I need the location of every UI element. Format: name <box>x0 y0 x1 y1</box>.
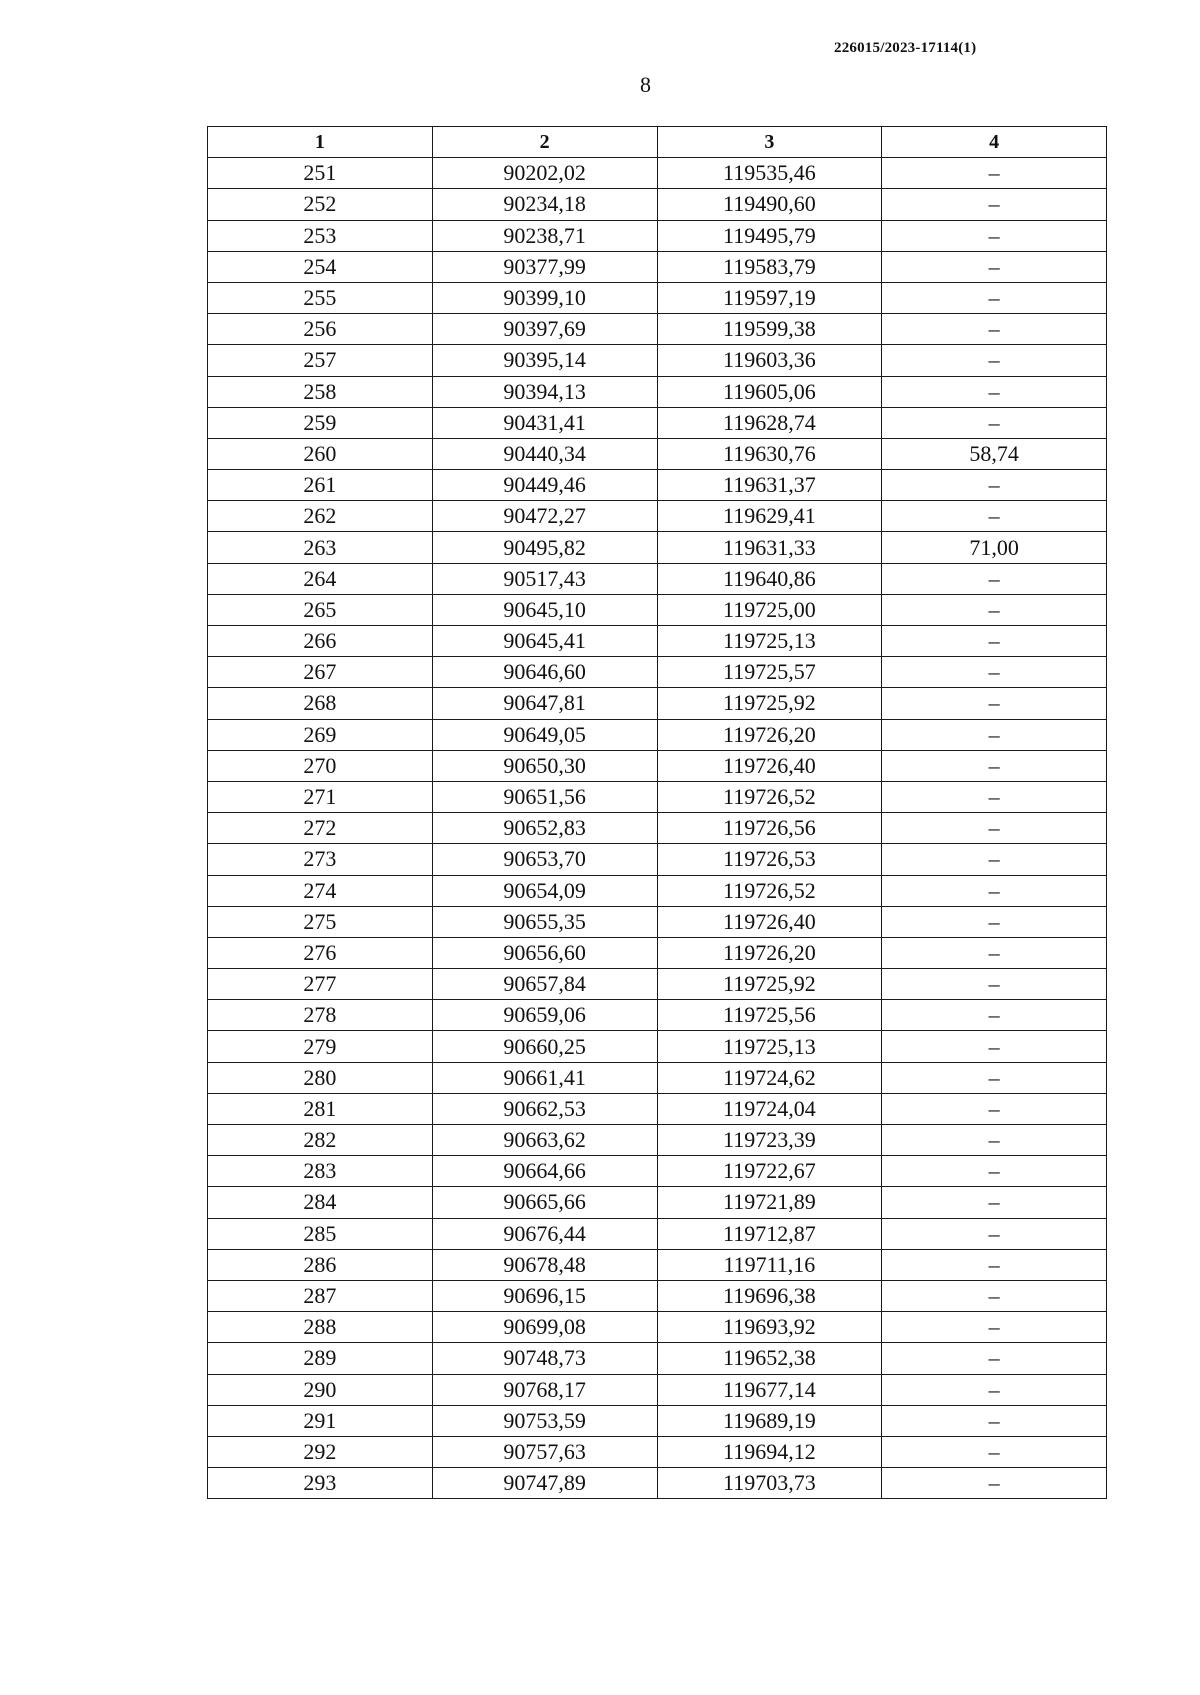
column-header-2: 2 <box>432 127 657 158</box>
point-number-cell: 255 <box>208 282 433 313</box>
table-row <box>208 781 1107 812</box>
x-coordinate-cell: 90472,27 <box>432 501 657 532</box>
x-coordinate-cell: 90696,15 <box>432 1280 657 1311</box>
point-number-cell: 253 <box>208 220 433 251</box>
value-cell: – <box>882 906 1107 937</box>
table-header <box>208 127 1107 158</box>
value-cell: – <box>882 1374 1107 1405</box>
value-cell: – <box>882 781 1107 812</box>
x-coordinate-cell: 90517,43 <box>432 563 657 594</box>
y-coordinate-cell: 119694,12 <box>657 1436 882 1467</box>
column-header-1: 1 <box>208 127 433 158</box>
point-number-cell: 290 <box>208 1374 433 1405</box>
point-number-cell: 277 <box>208 969 433 1000</box>
y-coordinate-cell: 119725,13 <box>657 1031 882 1062</box>
table-row <box>208 563 1107 594</box>
point-number-cell: 289 <box>208 1343 433 1374</box>
value-cell: – <box>882 1125 1107 1156</box>
y-coordinate-cell: 119721,89 <box>657 1187 882 1218</box>
x-coordinate-cell: 90377,99 <box>432 251 657 282</box>
value-cell: – <box>882 470 1107 501</box>
y-coordinate-cell: 119725,13 <box>657 626 882 657</box>
point-number-cell: 256 <box>208 314 433 345</box>
x-coordinate-cell: 90647,81 <box>432 688 657 719</box>
y-coordinate-cell: 119726,53 <box>657 844 882 875</box>
x-coordinate-cell: 90768,17 <box>432 1374 657 1405</box>
value-cell: – <box>882 1156 1107 1187</box>
point-number-cell: 281 <box>208 1093 433 1124</box>
coordinates-table <box>207 126 1107 1499</box>
y-coordinate-cell: 119725,56 <box>657 1000 882 1031</box>
point-number-cell: 271 <box>208 781 433 812</box>
y-coordinate-cell: 119725,92 <box>657 688 882 719</box>
y-coordinate-cell: 119703,73 <box>657 1468 882 1499</box>
value-cell: – <box>882 688 1107 719</box>
table-row <box>208 1249 1107 1280</box>
value-cell: – <box>882 563 1107 594</box>
table-row <box>208 906 1107 937</box>
point-number-cell: 264 <box>208 563 433 594</box>
value-cell: – <box>882 937 1107 968</box>
table-row <box>208 376 1107 407</box>
table-row <box>208 844 1107 875</box>
table-row <box>208 1312 1107 1343</box>
y-coordinate-cell: 119490,60 <box>657 189 882 220</box>
value-cell: – <box>882 1187 1107 1218</box>
value-cell: – <box>882 875 1107 906</box>
table-row <box>208 657 1107 688</box>
table-row <box>208 1405 1107 1436</box>
table-row <box>208 1187 1107 1218</box>
value-cell: – <box>882 282 1107 313</box>
value-cell: – <box>882 657 1107 688</box>
x-coordinate-cell: 90678,48 <box>432 1249 657 1280</box>
value-cell: – <box>882 407 1107 438</box>
x-coordinate-cell: 90652,83 <box>432 813 657 844</box>
table-row <box>208 189 1107 220</box>
x-coordinate-cell: 90651,56 <box>432 781 657 812</box>
point-number-cell: 291 <box>208 1405 433 1436</box>
point-number-cell: 273 <box>208 844 433 875</box>
value-cell: – <box>882 251 1107 282</box>
x-coordinate-cell: 90699,08 <box>432 1312 657 1343</box>
point-number-cell: 275 <box>208 906 433 937</box>
value-cell: – <box>882 750 1107 781</box>
x-coordinate-cell: 90747,89 <box>432 1468 657 1499</box>
y-coordinate-cell: 119711,16 <box>657 1249 882 1280</box>
x-coordinate-cell: 90659,06 <box>432 1000 657 1031</box>
x-coordinate-cell: 90449,46 <box>432 470 657 501</box>
table-row <box>208 937 1107 968</box>
point-number-cell: 274 <box>208 875 433 906</box>
table-row <box>208 1343 1107 1374</box>
value-cell: – <box>882 1249 1107 1280</box>
value-cell: – <box>882 594 1107 625</box>
value-cell: – <box>882 1312 1107 1343</box>
x-coordinate-cell: 90657,84 <box>432 969 657 1000</box>
y-coordinate-cell: 119726,20 <box>657 937 882 968</box>
document-number: 226015/2023-17114(1) <box>834 40 977 56</box>
x-coordinate-cell: 90664,66 <box>432 1156 657 1187</box>
y-coordinate-cell: 119726,40 <box>657 906 882 937</box>
point-number-cell: 279 <box>208 1031 433 1062</box>
x-coordinate-cell: 90676,44 <box>432 1218 657 1249</box>
x-coordinate-cell: 90753,59 <box>432 1405 657 1436</box>
x-coordinate-cell: 90646,60 <box>432 657 657 688</box>
x-coordinate-cell: 90495,82 <box>432 532 657 563</box>
table-row <box>208 875 1107 906</box>
table-row <box>208 1436 1107 1467</box>
point-number-cell: 262 <box>208 501 433 532</box>
table-row <box>208 1218 1107 1249</box>
table-row <box>208 1125 1107 1156</box>
point-number-cell: 269 <box>208 719 433 750</box>
table-row <box>208 220 1107 251</box>
table-row <box>208 532 1107 563</box>
x-coordinate-cell: 90649,05 <box>432 719 657 750</box>
y-coordinate-cell: 119725,57 <box>657 657 882 688</box>
value-cell: – <box>882 1218 1107 1249</box>
table-body <box>208 158 1107 1499</box>
value-cell: – <box>882 1031 1107 1062</box>
x-coordinate-cell: 90665,66 <box>432 1187 657 1218</box>
point-number-cell: 263 <box>208 532 433 563</box>
y-coordinate-cell: 119629,41 <box>657 501 882 532</box>
table-row <box>208 345 1107 376</box>
y-coordinate-cell: 119640,86 <box>657 563 882 594</box>
point-number-cell: 267 <box>208 657 433 688</box>
x-coordinate-cell: 90399,10 <box>432 282 657 313</box>
value-cell: – <box>882 813 1107 844</box>
column-header-3: 3 <box>657 127 882 158</box>
value-cell: 71,00 <box>882 532 1107 563</box>
x-coordinate-cell: 90234,18 <box>432 189 657 220</box>
value-cell: – <box>882 844 1107 875</box>
y-coordinate-cell: 119693,92 <box>657 1312 882 1343</box>
table-row <box>208 719 1107 750</box>
y-coordinate-cell: 119689,19 <box>657 1405 882 1436</box>
y-coordinate-cell: 119726,52 <box>657 781 882 812</box>
x-coordinate-cell: 90748,73 <box>432 1343 657 1374</box>
point-number-cell: 292 <box>208 1436 433 1467</box>
point-number-cell: 284 <box>208 1187 433 1218</box>
x-coordinate-cell: 90645,41 <box>432 626 657 657</box>
point-number-cell: 283 <box>208 1156 433 1187</box>
y-coordinate-cell: 119725,00 <box>657 594 882 625</box>
table-row <box>208 501 1107 532</box>
y-coordinate-cell: 119631,33 <box>657 532 882 563</box>
value-cell: – <box>882 626 1107 657</box>
x-coordinate-cell: 90397,69 <box>432 314 657 345</box>
x-coordinate-cell: 90654,09 <box>432 875 657 906</box>
x-coordinate-cell: 90645,10 <box>432 594 657 625</box>
y-coordinate-cell: 119631,37 <box>657 470 882 501</box>
value-cell: – <box>882 314 1107 345</box>
value-cell: – <box>882 1343 1107 1374</box>
y-coordinate-cell: 119724,04 <box>657 1093 882 1124</box>
y-coordinate-cell: 119630,76 <box>657 438 882 469</box>
table-row <box>208 813 1107 844</box>
x-coordinate-cell: 90661,41 <box>432 1062 657 1093</box>
table-row <box>208 688 1107 719</box>
page-number: 8 <box>640 72 651 97</box>
table-row <box>208 1093 1107 1124</box>
y-coordinate-cell: 119495,79 <box>657 220 882 251</box>
point-number-cell: 266 <box>208 626 433 657</box>
value-cell: – <box>882 1468 1107 1499</box>
point-number-cell: 252 <box>208 189 433 220</box>
value-cell: – <box>882 969 1107 1000</box>
x-coordinate-cell: 90660,25 <box>432 1031 657 1062</box>
value-cell: – <box>882 345 1107 376</box>
table-row <box>208 1374 1107 1405</box>
y-coordinate-cell: 119628,74 <box>657 407 882 438</box>
y-coordinate-cell: 119726,20 <box>657 719 882 750</box>
point-number-cell: 280 <box>208 1062 433 1093</box>
y-coordinate-cell: 119696,38 <box>657 1280 882 1311</box>
value-cell: – <box>882 1436 1107 1467</box>
y-coordinate-cell: 119725,92 <box>657 969 882 1000</box>
point-number-cell: 287 <box>208 1280 433 1311</box>
point-number-cell: 259 <box>208 407 433 438</box>
x-coordinate-cell: 90662,53 <box>432 1093 657 1124</box>
table-row <box>208 438 1107 469</box>
table-row <box>208 470 1107 501</box>
point-number-cell: 258 <box>208 376 433 407</box>
value-cell: – <box>882 220 1107 251</box>
y-coordinate-cell: 119652,38 <box>657 1343 882 1374</box>
x-coordinate-cell: 90202,02 <box>432 158 657 189</box>
y-coordinate-cell: 119712,87 <box>657 1218 882 1249</box>
point-number-cell: 272 <box>208 813 433 844</box>
x-coordinate-cell: 90757,63 <box>432 1436 657 1467</box>
y-coordinate-cell: 119726,40 <box>657 750 882 781</box>
y-coordinate-cell: 119722,67 <box>657 1156 882 1187</box>
point-number-cell: 286 <box>208 1249 433 1280</box>
table-row <box>208 1280 1107 1311</box>
y-coordinate-cell: 119726,52 <box>657 875 882 906</box>
value-cell: – <box>882 1000 1107 1031</box>
y-coordinate-cell: 119724,62 <box>657 1062 882 1093</box>
y-coordinate-cell: 119603,36 <box>657 345 882 376</box>
x-coordinate-cell: 90394,13 <box>432 376 657 407</box>
table-row <box>208 158 1107 189</box>
x-coordinate-cell: 90663,62 <box>432 1125 657 1156</box>
value-cell: – <box>882 501 1107 532</box>
point-number-cell: 285 <box>208 1218 433 1249</box>
point-number-cell: 254 <box>208 251 433 282</box>
table-row <box>208 314 1107 345</box>
point-number-cell: 270 <box>208 750 433 781</box>
table-row <box>208 1000 1107 1031</box>
value-cell: – <box>882 719 1107 750</box>
value-cell: – <box>882 189 1107 220</box>
x-coordinate-cell: 90238,71 <box>432 220 657 251</box>
y-coordinate-cell: 119726,56 <box>657 813 882 844</box>
point-number-cell: 260 <box>208 438 433 469</box>
table-row <box>208 750 1107 781</box>
y-coordinate-cell: 119583,79 <box>657 251 882 282</box>
y-coordinate-cell: 119597,19 <box>657 282 882 313</box>
y-coordinate-cell: 119535,46 <box>657 158 882 189</box>
value-cell: – <box>882 1093 1107 1124</box>
column-header-4: 4 <box>882 127 1107 158</box>
x-coordinate-cell: 90656,60 <box>432 937 657 968</box>
point-number-cell: 288 <box>208 1312 433 1343</box>
table-row <box>208 594 1107 625</box>
x-coordinate-cell: 90431,41 <box>432 407 657 438</box>
y-coordinate-cell: 119723,39 <box>657 1125 882 1156</box>
point-number-cell: 282 <box>208 1125 433 1156</box>
table-row <box>208 626 1107 657</box>
value-cell: 58,74 <box>882 438 1107 469</box>
x-coordinate-cell: 90653,70 <box>432 844 657 875</box>
value-cell: – <box>882 1405 1107 1436</box>
point-number-cell: 276 <box>208 937 433 968</box>
x-coordinate-cell: 90395,14 <box>432 345 657 376</box>
point-number-cell: 251 <box>208 158 433 189</box>
table-row <box>208 282 1107 313</box>
table-row <box>208 1031 1107 1062</box>
x-coordinate-cell: 90655,35 <box>432 906 657 937</box>
table-header-row <box>208 127 1107 158</box>
value-cell: – <box>882 158 1107 189</box>
point-number-cell: 293 <box>208 1468 433 1499</box>
x-coordinate-cell: 90440,34 <box>432 438 657 469</box>
table-row <box>208 1062 1107 1093</box>
point-number-cell: 265 <box>208 594 433 625</box>
table-row <box>208 1468 1107 1499</box>
table-row <box>208 251 1107 282</box>
table-row <box>208 407 1107 438</box>
value-cell: – <box>882 1062 1107 1093</box>
y-coordinate-cell: 119605,06 <box>657 376 882 407</box>
value-cell: – <box>882 376 1107 407</box>
x-coordinate-cell: 90650,30 <box>432 750 657 781</box>
y-coordinate-cell: 119599,38 <box>657 314 882 345</box>
point-number-cell: 278 <box>208 1000 433 1031</box>
y-coordinate-cell: 119677,14 <box>657 1374 882 1405</box>
table-row <box>208 969 1107 1000</box>
table-row <box>208 1156 1107 1187</box>
point-number-cell: 268 <box>208 688 433 719</box>
value-cell: – <box>882 1280 1107 1311</box>
point-number-cell: 257 <box>208 345 433 376</box>
point-number-cell: 261 <box>208 470 433 501</box>
